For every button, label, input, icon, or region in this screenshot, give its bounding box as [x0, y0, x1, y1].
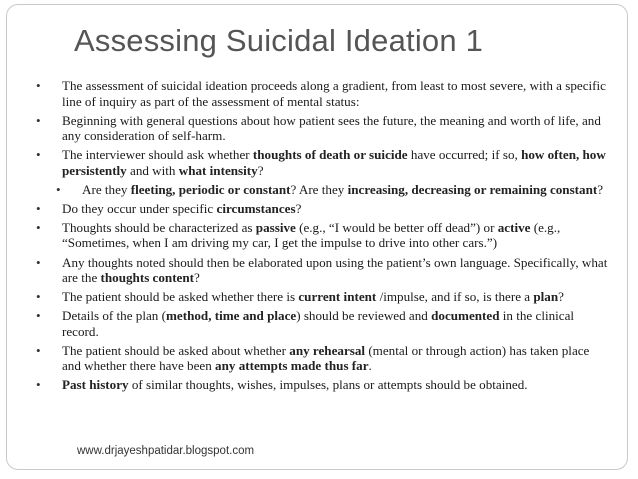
- bullet-item: [36, 113, 610, 144]
- bullet-list: [36, 78, 610, 397]
- bullet-emphasis: passive: [255, 219, 296, 235]
- bullet-item: [36, 343, 610, 374]
- slide-title: Assessing Suicidal Ideation 1: [74, 23, 484, 58]
- bullet-emphasis: increasing, decreasing or remaining constant: [347, 181, 598, 197]
- bullet-emphasis: any rehearsal: [289, 342, 366, 358]
- bullet-text: in the clinical record.: [62, 308, 575, 339]
- bullet-text: have occurred; if so,: [407, 147, 522, 163]
- bullet-emphasis: how often, how persistently: [62, 147, 606, 178]
- bullet-text: Do they occur under specific: [62, 200, 217, 216]
- bullet-text: Details of the plan (: [62, 308, 166, 324]
- bullet-emphasis: method, time and place: [166, 308, 297, 324]
- bullet-emphasis: what intensity: [178, 162, 258, 178]
- bullet-emphasis: active: [497, 219, 531, 235]
- bullet-item: [36, 308, 610, 339]
- bullet-text: .: [368, 358, 372, 374]
- slide: [6, 4, 628, 470]
- bullet-text: Beginning with general questions about how patient sees the future, the meaning and worth of life, and any consideration of self-harm.: [62, 112, 601, 144]
- bullet-item: [36, 147, 610, 178]
- bullet-item: [36, 377, 610, 393]
- bullet-text: ?: [597, 181, 604, 197]
- bullet-item: [36, 220, 610, 251]
- footer-url: www.drjayeshpatidar.blogspot.com: [77, 445, 255, 457]
- bullet-emphasis: documented: [431, 308, 500, 324]
- bullet-text: Any thoughts noted should then be elaborated upon using the patient’s own language. Specifically, what are the: [62, 254, 608, 286]
- bullet-text: The patient should be asked about whether: [62, 342, 290, 358]
- bullet-text: ?: [295, 200, 302, 216]
- bullet-text: Are they: [82, 181, 131, 197]
- bullet-text: /impulse, and if so, is there a: [376, 289, 534, 305]
- bullet-emphasis: fleeting, periodic or constant: [130, 181, 291, 197]
- bullet-text: Thoughts should be characterized as: [62, 219, 256, 235]
- bullet-item: [36, 255, 610, 286]
- bullet-item: [36, 78, 610, 109]
- bullet-emphasis: plan: [533, 289, 559, 305]
- bullet-text: ) should be reviewed and: [296, 308, 432, 324]
- bullet-text: The assessment of suicidal ideation proceeds along a gradient, from least to most severe, with a specific line of inquiry as part of the assessment of mental status:: [62, 78, 606, 109]
- bullet-emphasis: any attempts made thus far: [215, 358, 369, 374]
- bullet-emphasis: current intent: [298, 289, 377, 305]
- bullet-emphasis: thoughts content: [100, 270, 195, 286]
- bullet-text: and with: [126, 162, 179, 178]
- bullet-text: (e.g., “I would be better off dead”) or: [295, 219, 498, 235]
- bullet-emphasis: thoughts of death or suicide: [252, 147, 408, 163]
- bullet-text: (e.g., “Sometimes, when I am driving my car, I get the impulse to drive into other cars.”): [62, 219, 561, 251]
- bullet-text: ?: [558, 289, 564, 305]
- bullet-text: The interviewer should ask whether: [62, 147, 253, 163]
- bullet-item: [36, 201, 610, 217]
- bullet-emphasis: circumstances: [216, 200, 296, 216]
- bullet-emphasis: Past history: [62, 377, 129, 393]
- bullet-text: (mental or through action) has taken place and whether there have been: [62, 342, 590, 374]
- sub-bullet-item: [36, 182, 610, 198]
- bullet-text: of similar thoughts, wishes, impulses, plans or attempts should be obtained.: [128, 377, 528, 393]
- bullet-text: ?: [257, 162, 264, 178]
- bullet-item: [36, 289, 610, 305]
- bullet-text: The patient should be asked whether there is: [62, 289, 299, 305]
- bullet-text: ? Are they: [290, 181, 348, 197]
- bullet-text: ?: [194, 270, 200, 286]
